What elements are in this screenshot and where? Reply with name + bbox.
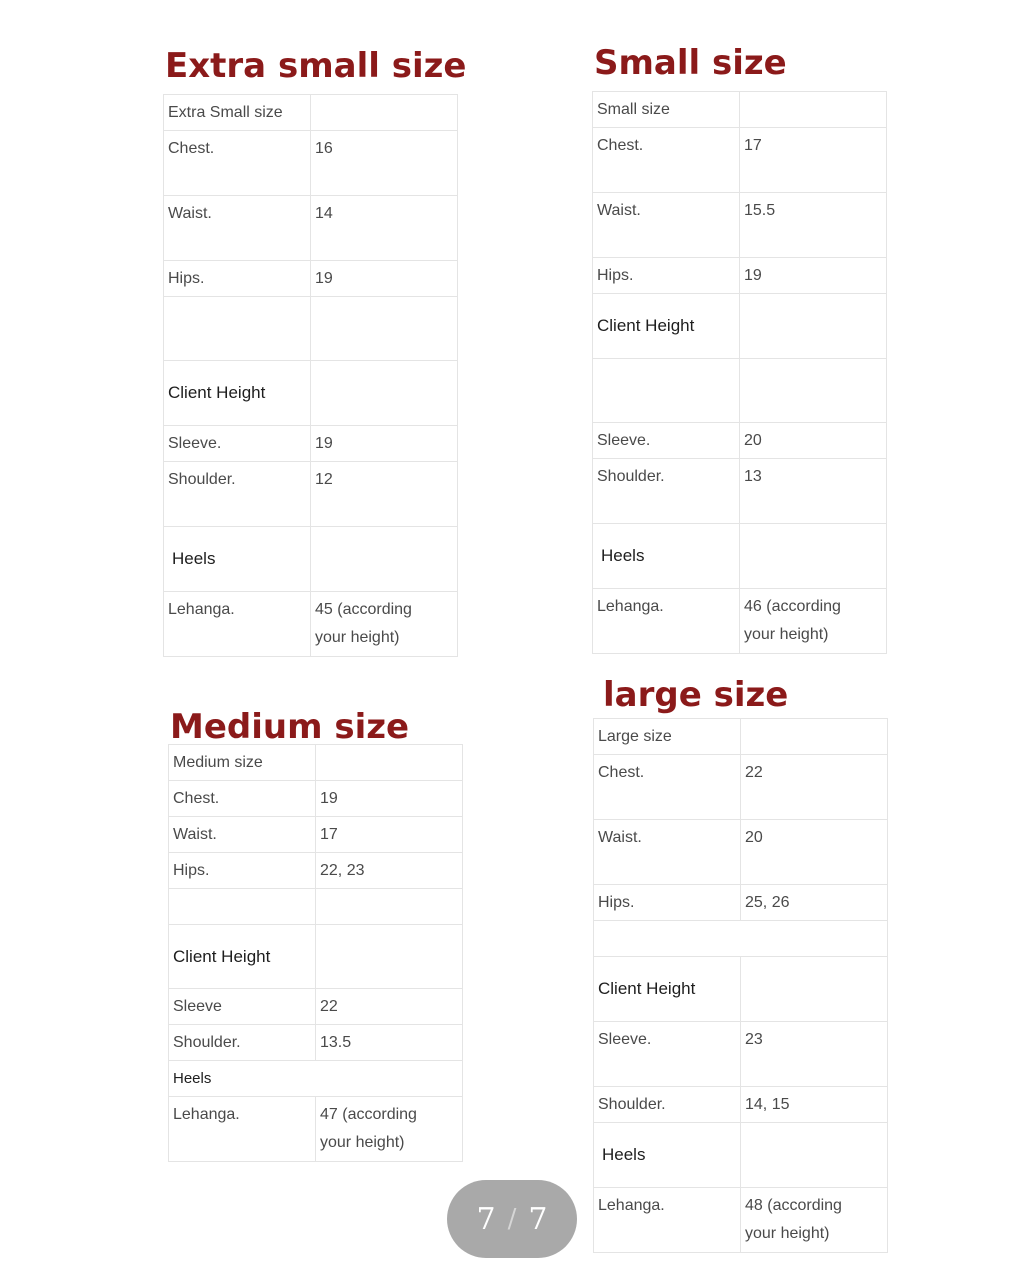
shoulder-label: Shoulder. [164, 462, 311, 527]
waist-value: 14 [311, 196, 458, 261]
table-row [164, 426, 458, 462]
lehanga-value-line1: 47 (according [320, 1106, 417, 1123]
lehanga-value-line1: 46 (according [744, 598, 841, 615]
large-header-cell: Large size [594, 719, 741, 755]
table-row [164, 527, 458, 592]
sleeve-value: 19 [311, 426, 458, 462]
sleeve-value: 23 [741, 1022, 888, 1087]
table-row [169, 925, 463, 989]
lehanga-value [741, 1188, 888, 1253]
empty-cell [740, 359, 887, 423]
shoulder-value: 14, 15 [741, 1087, 888, 1123]
lehanga-value [316, 1097, 463, 1162]
table-row [169, 989, 463, 1025]
table-row [593, 128, 887, 193]
table-row [593, 359, 887, 423]
empty-cell [316, 745, 463, 781]
table-row [594, 885, 888, 921]
lehanga-label: Lehanga. [593, 589, 740, 654]
page-separator: / [507, 1204, 517, 1234]
small-header-cell: Small size [593, 92, 740, 128]
hips-value: 22, 23 [316, 853, 463, 889]
sleeve-label: Sleeve. [164, 426, 311, 462]
table-row [169, 889, 463, 925]
sleeve-value: 20 [740, 423, 887, 459]
hips-label: Hips. [164, 261, 311, 297]
table-row [164, 462, 458, 527]
heels-label: Heels [164, 527, 311, 592]
table-row [169, 1025, 463, 1061]
table-row [164, 361, 458, 426]
page-indicator [447, 1180, 577, 1258]
medium-size-table [168, 744, 463, 1162]
xs-title: Extra small size [165, 46, 467, 86]
empty-cell [169, 889, 316, 925]
client-height-label: Client Height [594, 957, 741, 1022]
hips-label: Hips. [594, 885, 741, 921]
empty-cell [311, 297, 458, 361]
table-row [594, 1188, 888, 1253]
hips-label: Hips. [169, 853, 316, 889]
table-row [169, 1097, 463, 1162]
table-row [593, 589, 887, 654]
empty-cell [164, 297, 311, 361]
lehanga-label: Lehanga. [594, 1188, 741, 1253]
waist-label: Waist. [169, 817, 316, 853]
chest-label: Chest. [594, 755, 741, 820]
table-row [169, 745, 463, 781]
lehanga-value-line2: your height) [745, 1225, 830, 1242]
empty-cell [740, 92, 887, 128]
table-row [169, 817, 463, 853]
shoulder-value: 12 [311, 462, 458, 527]
table-row [594, 1087, 888, 1123]
table-row [164, 297, 458, 361]
empty-cell [740, 524, 887, 589]
large-size-table [593, 718, 888, 1253]
shoulder-label: Shoulder. [169, 1025, 316, 1061]
table-row [164, 592, 458, 657]
table-row [169, 853, 463, 889]
hips-value: 19 [740, 258, 887, 294]
waist-label: Waist. [593, 193, 740, 258]
table-row [593, 524, 887, 589]
chest-value: 22 [741, 755, 888, 820]
empty-cell [311, 95, 458, 131]
waist-label: Waist. [164, 196, 311, 261]
empty-cell [741, 719, 888, 755]
table-row [164, 196, 458, 261]
empty-cell [593, 359, 740, 423]
lehanga-label: Lehanga. [169, 1097, 316, 1162]
hips-value: 25, 26 [741, 885, 888, 921]
small-title: Small size [594, 43, 787, 83]
page-current: 7 [476, 1201, 496, 1237]
lehanga-value-line2: your height) [744, 626, 829, 643]
chest-value: 16 [311, 131, 458, 196]
table-row [594, 957, 888, 1022]
table-row [593, 258, 887, 294]
client-height-label: Client Height [164, 361, 311, 426]
empty-cell [740, 294, 887, 359]
shoulder-label: Shoulder. [594, 1087, 741, 1123]
table-row [594, 921, 888, 957]
table-row [164, 95, 458, 131]
lehanga-value-line2: your height) [315, 629, 400, 646]
empty-cell [311, 361, 458, 426]
lehanga-value [740, 589, 887, 654]
table-row [594, 820, 888, 885]
medium-header-cell: Medium size [169, 745, 316, 781]
empty-cell [594, 921, 888, 957]
table-row [594, 1022, 888, 1087]
table-row [594, 755, 888, 820]
client-height-label: Client Height [169, 925, 316, 989]
sleeve-label: Sleeve. [594, 1022, 741, 1087]
table-row [593, 193, 887, 258]
waist-value: 20 [741, 820, 888, 885]
chest-label: Chest. [164, 131, 311, 196]
small-size-table [592, 91, 887, 654]
shoulder-value: 13 [740, 459, 887, 524]
hips-value: 19 [311, 261, 458, 297]
chest-value: 17 [740, 128, 887, 193]
page-total: 7 [528, 1201, 548, 1237]
chest-label: Chest. [593, 128, 740, 193]
xs-header-cell: Extra Small size [164, 95, 311, 131]
lehanga-value-line1: 48 (according [745, 1197, 842, 1214]
table-row [164, 131, 458, 196]
table-row [594, 719, 888, 755]
table-row [594, 1123, 888, 1188]
waist-value: 17 [316, 817, 463, 853]
empty-cell [741, 1123, 888, 1188]
shoulder-value: 13.5 [316, 1025, 463, 1061]
client-height-label: Client Height [593, 294, 740, 359]
shoulder-label: Shoulder. [593, 459, 740, 524]
sleeve-label: Sleeve [169, 989, 316, 1025]
large-title: large size [603, 675, 789, 715]
xs-size-table [163, 94, 458, 657]
empty-cell [741, 957, 888, 1022]
lehanga-value-line2: your height) [320, 1134, 405, 1151]
table-row [593, 92, 887, 128]
chest-label: Chest. [169, 781, 316, 817]
table-row [169, 1061, 463, 1097]
waist-label: Waist. [594, 820, 741, 885]
heels-label: Heels [169, 1061, 463, 1097]
table-row [169, 781, 463, 817]
hips-label: Hips. [593, 258, 740, 294]
table-row [593, 294, 887, 359]
chest-value: 19 [316, 781, 463, 817]
lehanga-value [311, 592, 458, 657]
empty-cell [316, 925, 463, 989]
heels-label: Heels [594, 1123, 741, 1188]
sleeve-label: Sleeve. [593, 423, 740, 459]
lehanga-label: Lehanga. [164, 592, 311, 657]
table-row [593, 459, 887, 524]
heels-label: Heels [593, 524, 740, 589]
table-row [164, 261, 458, 297]
lehanga-value-line1: 45 (according [315, 601, 412, 618]
waist-value: 15.5 [740, 193, 887, 258]
empty-cell [316, 889, 463, 925]
table-row [593, 423, 887, 459]
medium-title: Medium size [170, 707, 410, 747]
empty-cell [311, 527, 458, 592]
sleeve-value: 22 [316, 989, 463, 1025]
